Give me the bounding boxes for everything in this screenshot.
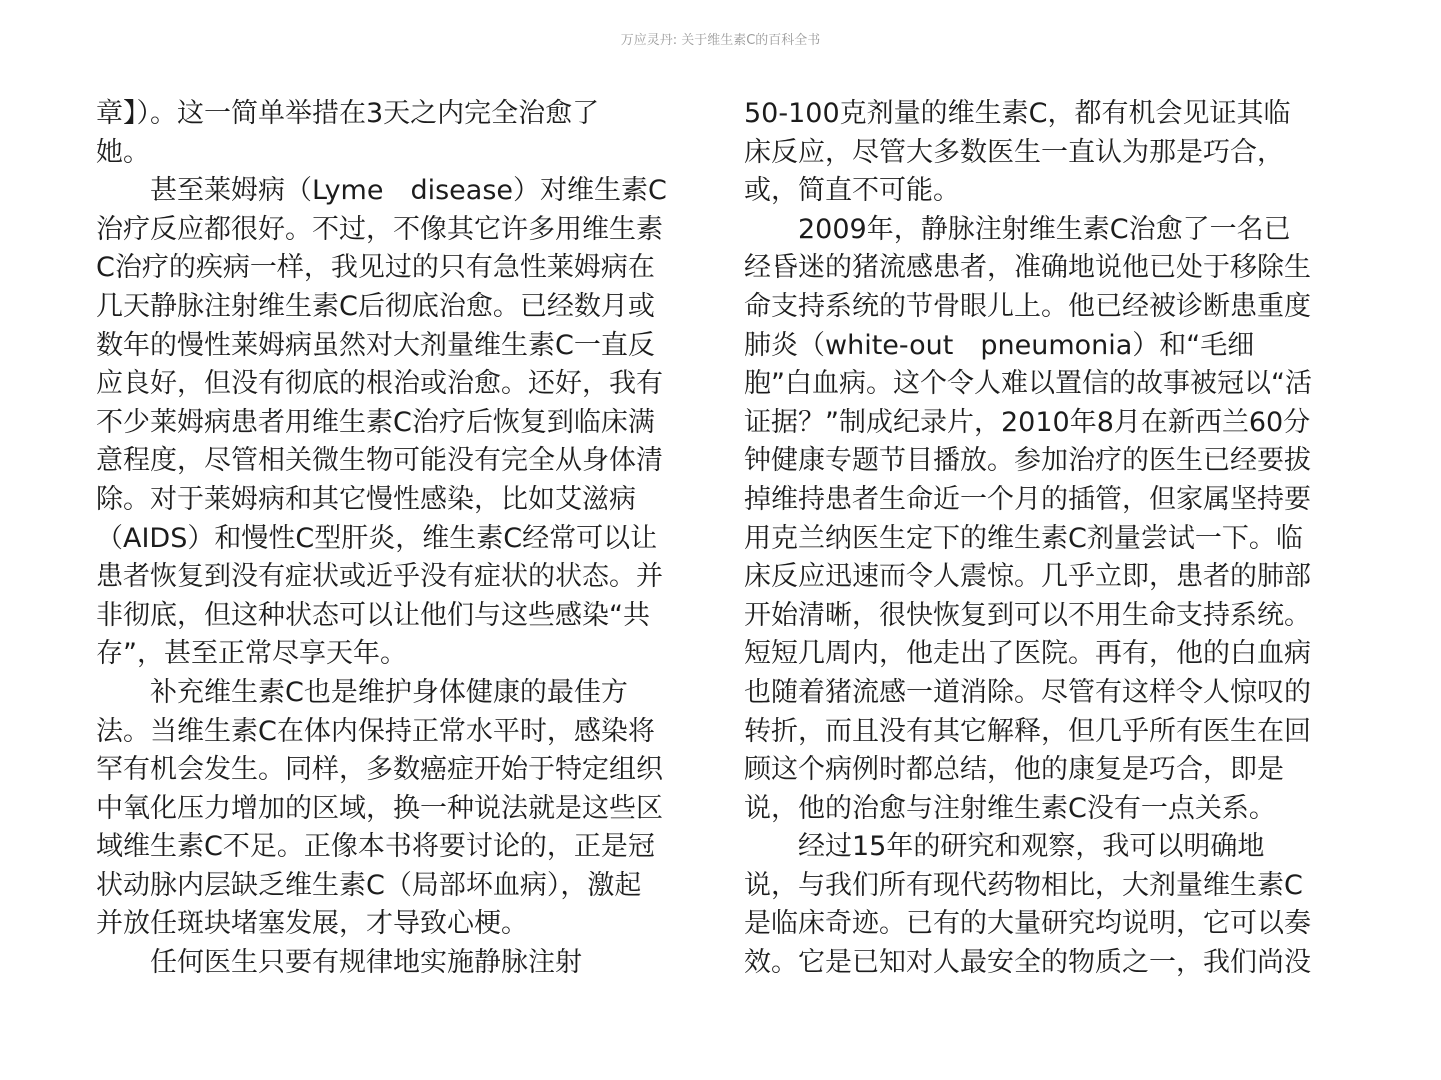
running-header: 万应灵丹: 关于维生素C的百科全书 — [620, 33, 821, 48]
text-line: 掉维持患者生命近一个月的插管，但家属坚持要 — [744, 483, 1311, 515]
text-line: 状动脉内层缺乏维生素C（局部坏血病），激起 — [96, 869, 642, 901]
text-line: 效。它是已知对人最安全的物质之一，我们尚没 — [744, 947, 1311, 979]
text-line: 经过15年的研究和观察，我可以明确地 — [744, 831, 1265, 863]
text-line: 50-100克剂量的维生素C，都有机会见证其临 — [744, 98, 1291, 129]
text-line: 域维生素C不足。正像本书将要讨论的，正是冠 — [96, 831, 655, 863]
text-line: 经昏迷的猪流感患者，准确地说他已处于移除生 — [744, 252, 1311, 284]
text-line: 章】）。这一简单举措在3天之内完全治愈了 — [96, 98, 600, 129]
text-line: 开始清晰，很快恢复到可以不用生命支持系统。 — [744, 599, 1311, 631]
text-line: 并放任斑块堵塞发展，才导致心梗。 — [96, 908, 528, 940]
text-line: 胞”白血病。这个令人难以置信的故事被冠以“活 — [744, 368, 1312, 400]
text-line: 意程度，尽管相关微生物可能没有完全从身体清 — [96, 445, 663, 477]
text-line: 是临床奇迹。已有的大量研究均说明，它可以奏 — [744, 908, 1311, 940]
text-line: 患者恢复到没有症状或近乎没有症状的状态。并 — [96, 561, 663, 593]
text-line: 法。当维生素C在体内保持正常水平时，感染将 — [96, 715, 655, 747]
text-line: 除。对于莱姆病和其它慢性感染，比如艾滋病 — [96, 483, 636, 515]
text-line: C治疗的疾病一样，我见过的只有急性莱姆病在 — [96, 252, 655, 284]
text-column-right — [744, 95, 1348, 983]
text-line: 中氧化压力增加的区域，换一种说法就是这些区 — [96, 792, 663, 824]
text-line: 证据？”制成纪录片，2010年8月在新西兰60分 — [744, 406, 1311, 438]
text-line: 或，简直不可能。 — [744, 175, 960, 207]
text-line: 2009年，静脉注射维生素C治愈了一名已 — [744, 213, 1291, 245]
text-line: 转折，而且没有其它解释，但几乎所有医生在回 — [744, 715, 1311, 747]
text-line: 钟健康专题节目播放。参加治疗的医生已经要拔 — [744, 445, 1311, 477]
text-line: 治疗反应都很好。不过，不像其它许多用维生素 — [96, 213, 663, 245]
text-line: 床反应迅速而令人震惊。几乎立即，患者的肺部 — [744, 561, 1311, 593]
text-line: 甚至莱姆病（Lyme disease）对维生素C — [96, 175, 667, 207]
text-line: 不少莱姆病患者用维生素C治疗后恢复到临床满 — [96, 406, 655, 438]
text-line: （AIDS）和慢性C型肝炎，维生素C经常可以让 — [96, 522, 658, 554]
text-line: 数年的慢性莱姆病虽然对大剂量维生素C一直反 — [96, 329, 655, 361]
text-line: 补充维生素C也是维护身体健康的最佳方 — [96, 676, 628, 708]
text-line: 短短几周内，他走出了医院。再有，他的白血病 — [744, 638, 1311, 670]
text-line: 应良好，但没有彻底的根治或治愈。还好，我有 — [96, 368, 663, 400]
text-line: 她。 — [96, 136, 150, 168]
text-line: 用克兰纳医生定下的维生素C剂量尝试一下。临 — [744, 522, 1303, 554]
text-line: 顾这个病例时都总结，他的康复是巧合，即是 — [744, 754, 1284, 786]
text-line: 说，与我们所有现代药物相比，大剂量维生素C — [744, 869, 1303, 901]
text-line: 命支持系统的节骨眼儿上。他已经被诊断患重度 — [744, 290, 1311, 322]
text-line: 非彻底，但这种状态可以让他们与这些感染“共 — [96, 599, 650, 631]
text-line: 任何医生只要有规律地实施静脉注射 — [96, 947, 582, 979]
text-line: 几天静脉注射维生素C后彻底治愈。已经数月或 — [96, 290, 655, 322]
text-column-left — [96, 95, 700, 983]
text-line: 也随着猪流感一道消除。尽管有这样令人惊叹的 — [744, 676, 1311, 708]
text-line: 说，他的治愈与注射维生素C没有一点关系。 — [744, 792, 1276, 824]
text-line: 存”，甚至正常尽享天年。 — [96, 638, 407, 670]
text-line: 床反应，尽管大多数医生一直认为那是巧合， — [744, 136, 1284, 168]
text-line: 罕有机会发生。同样，多数癌症开始于特定组织 — [96, 754, 663, 786]
text-line: 肺炎（white-out pneumonia）和“毛细 — [744, 329, 1255, 361]
